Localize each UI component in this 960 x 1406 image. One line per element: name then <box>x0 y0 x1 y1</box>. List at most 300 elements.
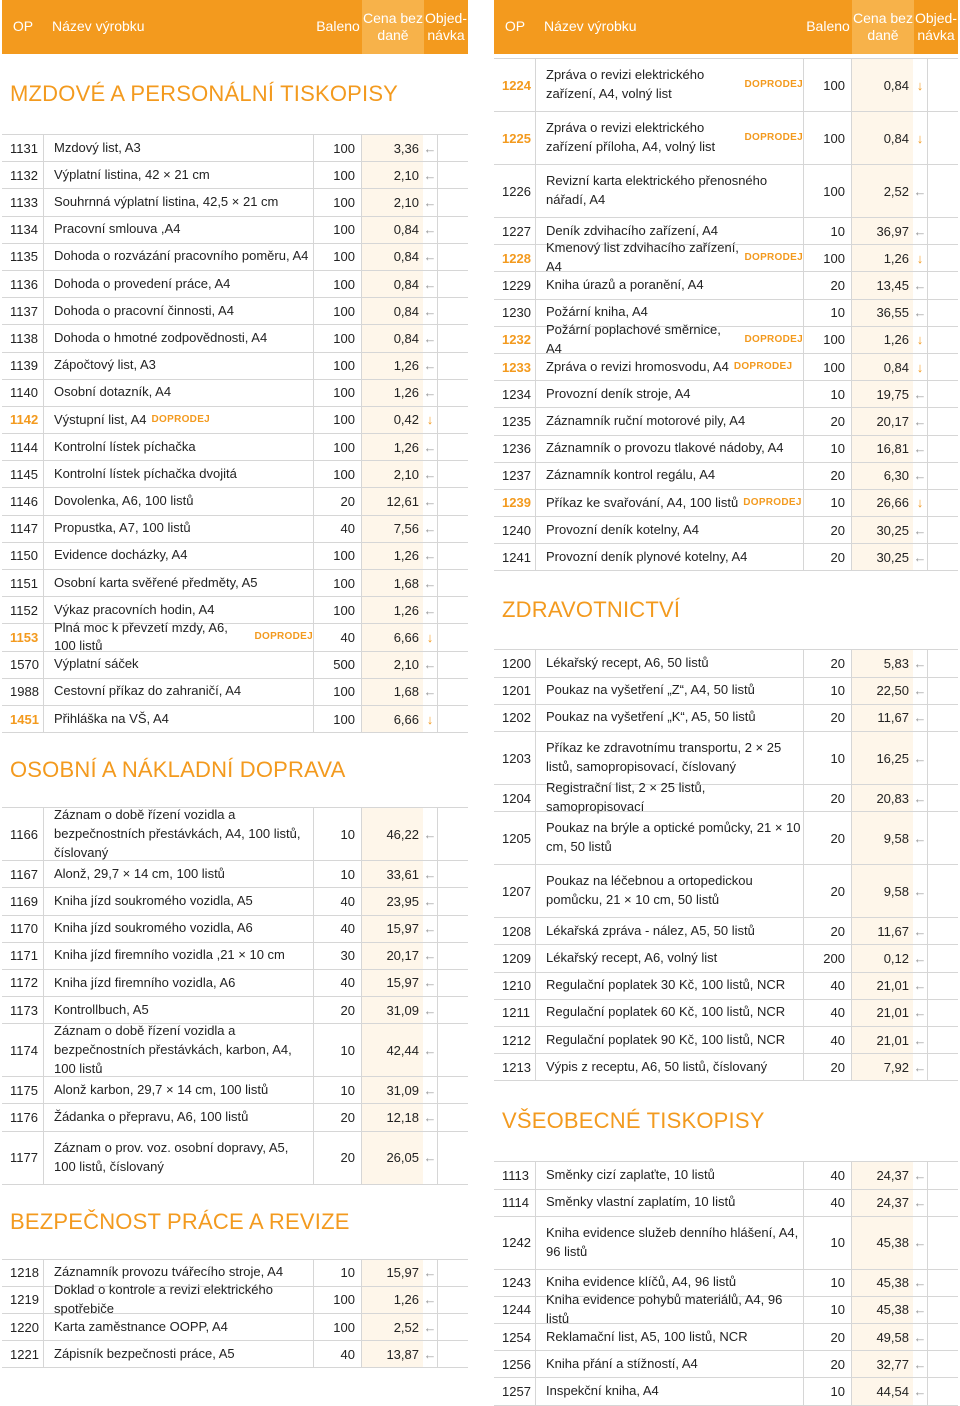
product-code: 1213 <box>494 1054 536 1080</box>
arrow-down-icon: ↓ <box>913 59 928 111</box>
order-cell[interactable] <box>438 570 468 596</box>
product-name-text: Poukaz na léčebnou a ortopedickou pomůcku, 21 × 10 cm, 50 listů <box>546 873 753 908</box>
table-row <box>2 1131 468 1185</box>
product-name-text: Výkaz pracovních hodin, A4 <box>54 601 215 617</box>
order-cell[interactable] <box>438 624 468 650</box>
order-cell[interactable] <box>928 1190 958 1216</box>
product-name-text: Karta zaměstnance OOPP, A4 <box>54 1318 228 1334</box>
order-cell[interactable] <box>928 218 958 244</box>
pack-size: 20 <box>313 1104 361 1130</box>
order-cell[interactable] <box>928 1270 958 1296</box>
order-cell[interactable] <box>438 298 468 324</box>
product-name <box>536 1324 803 1350</box>
order-cell[interactable] <box>928 272 958 298</box>
table-row <box>2 915 468 942</box>
arrow-down-icon: ↓ <box>913 490 928 516</box>
section <box>494 571 958 1081</box>
arrow-down-icon: ↓ <box>423 624 438 650</box>
order-cell[interactable] <box>438 1341 468 1367</box>
arrow-left-icon: ← <box>913 300 928 326</box>
product-name-text: Zpráva o revizi hromosvodu, A4 <box>546 358 729 374</box>
order-cell[interactable] <box>438 135 468 161</box>
price: 46,22 <box>361 808 423 860</box>
order-cell[interactable] <box>928 945 958 971</box>
order-cell[interactable] <box>928 165 958 217</box>
product-name-text: Zápočtový list, A3 <box>54 357 156 373</box>
order-cell[interactable] <box>438 189 468 215</box>
order-cell[interactable] <box>928 732 958 784</box>
pack-size: 40 <box>313 1341 361 1367</box>
product-code: 1174 <box>2 1024 44 1076</box>
product-name-text: Poukaz na vyšetření „Z“, A4, 50 listů <box>546 682 755 698</box>
price: 12,18 <box>361 1104 423 1130</box>
arrow-left-icon: ← <box>423 298 438 324</box>
product-code: 1145 <box>2 461 44 487</box>
table-row <box>494 972 958 999</box>
table-row <box>2 188 468 215</box>
table-row <box>494 1189 958 1216</box>
order-cell[interactable] <box>928 1351 958 1377</box>
table-row <box>2 487 468 514</box>
product-code: 1212 <box>494 1027 536 1053</box>
order-cell[interactable] <box>928 381 958 407</box>
order-cell[interactable] <box>438 244 468 270</box>
order-cell[interactable] <box>438 1132 468 1184</box>
price: 1,68 <box>361 679 423 705</box>
product-name-text: Zpráva o revizi elektrického zařízení příloha, A4, volný list <box>546 120 716 154</box>
product-code: 1151 <box>2 570 44 596</box>
arrow-left-icon: ← <box>913 945 928 971</box>
pack-size: 30 <box>313 943 361 969</box>
order-cell[interactable] <box>438 706 468 732</box>
product-name-text: Inspekční kniha, A4 <box>546 1383 659 1399</box>
order-cell[interactable] <box>928 490 958 516</box>
arrow-left-icon: ← <box>913 1270 928 1296</box>
product-code: 1176 <box>2 1104 44 1130</box>
table-row <box>494 704 958 731</box>
table-row <box>2 1340 468 1368</box>
product-code: 1232 <box>494 327 536 353</box>
product-name-text: Přihláška na VŠ, A4 <box>54 710 169 726</box>
pack-size: 100 <box>313 217 361 243</box>
order-cell[interactable] <box>438 1314 468 1340</box>
order-cell[interactable] <box>928 1000 958 1026</box>
order-cell[interactable] <box>438 217 468 243</box>
order-cell[interactable] <box>438 162 468 188</box>
product-name-text: Kniha jízd soukromého vozidla, A5 <box>54 892 253 908</box>
product-name <box>536 517 803 543</box>
pack-size: 100 <box>803 245 851 271</box>
product-name-text: Kniha přání a stížností, A4 <box>546 1355 698 1371</box>
arrow-left-icon: ← <box>913 812 928 864</box>
product-name <box>536 1190 803 1216</box>
pack-size: 40 <box>313 624 361 650</box>
pack-size: 20 <box>803 918 851 944</box>
product-name <box>536 59 803 111</box>
product-code: 1244 <box>494 1297 536 1323</box>
order-cell[interactable] <box>438 353 468 379</box>
order-cell[interactable] <box>928 1324 958 1350</box>
price: 31,09 <box>361 1077 423 1103</box>
arrow-left-icon: ← <box>913 650 928 676</box>
doprodej-tag: DOPRODEJ <box>151 413 211 425</box>
pack-size: 100 <box>313 325 361 351</box>
pack-size: 10 <box>313 1024 361 1076</box>
product-code: 1225 <box>494 112 536 164</box>
product-code: 1167 <box>2 861 44 887</box>
table-row <box>494 407 958 434</box>
product-name <box>536 354 803 380</box>
product-code: 1227 <box>494 218 536 244</box>
arrow-left-icon: ← <box>913 1378 928 1404</box>
order-cell[interactable] <box>438 997 468 1023</box>
product-code: 1172 <box>2 970 44 996</box>
arrow-left-icon: ← <box>423 461 438 487</box>
table-row <box>2 860 468 887</box>
price: 16,25 <box>851 732 913 784</box>
product-name <box>536 1000 803 1026</box>
product-name-text: Kmenový list zdvihacího zařízení, A4 <box>546 240 739 275</box>
product-name <box>44 1282 313 1316</box>
pack-size: 100 <box>803 59 851 111</box>
order-cell[interactable] <box>928 544 958 570</box>
order-cell[interactable] <box>438 380 468 406</box>
pack-size: 10 <box>803 1217 851 1269</box>
price: 45,38 <box>851 1270 913 1296</box>
header-price: Cena bez daně <box>852 0 914 54</box>
product-name <box>536 408 803 434</box>
order-cell[interactable] <box>438 1077 468 1103</box>
table-row <box>2 807 468 860</box>
order-cell[interactable] <box>438 407 468 433</box>
order-cell[interactable] <box>928 705 958 731</box>
product-code: 1146 <box>2 488 44 514</box>
product-name-text: Dohoda o provedení práce, A4 <box>54 275 231 291</box>
pack-size: 20 <box>803 408 851 434</box>
product-code: 1219 <box>2 1287 44 1313</box>
order-cell[interactable] <box>438 461 468 487</box>
order-cell[interactable] <box>928 517 958 543</box>
table-row <box>2 243 468 270</box>
product-name <box>536 381 803 407</box>
order-cell[interactable] <box>928 865 958 917</box>
product-name-text: Výpis z receptu, A6, 50 listů, číslovaný <box>546 1058 768 1074</box>
product-code: 1207 <box>494 865 536 917</box>
order-cell[interactable] <box>928 1054 958 1080</box>
table-row <box>494 1350 958 1377</box>
order-cell[interactable] <box>928 408 958 434</box>
product-code: 1204 <box>494 785 536 811</box>
price: 15,97 <box>361 916 423 942</box>
product-name <box>44 888 313 914</box>
product-name <box>536 272 803 298</box>
product-name-text: Směnky vlastní zaplatím, 10 listů <box>546 1194 736 1210</box>
table-row <box>494 1053 958 1081</box>
order-cell[interactable] <box>928 1217 958 1269</box>
table-row <box>494 731 958 784</box>
order-cell[interactable] <box>928 1378 958 1404</box>
order-cell[interactable] <box>438 808 468 860</box>
pack-size: 100 <box>313 543 361 569</box>
order-cell[interactable] <box>928 918 958 944</box>
section <box>494 1081 958 1405</box>
header-order: Objed-návka <box>914 9 958 43</box>
product-name-text: Dohoda o pracovní činnosti, A4 <box>54 302 234 318</box>
order-cell[interactable] <box>928 354 958 380</box>
product-code: 1170 <box>2 916 44 942</box>
product-name <box>44 162 313 188</box>
order-cell[interactable] <box>438 543 468 569</box>
product-code: 1177 <box>2 1132 44 1184</box>
product-name <box>44 189 313 215</box>
order-cell[interactable] <box>928 112 958 164</box>
pack-size: 10 <box>313 808 361 860</box>
pack-size: 10 <box>803 1270 851 1296</box>
section <box>2 54 468 733</box>
arrow-left-icon: ← <box>913 705 928 731</box>
product-name-text: Příkaz ke svařování, A4, 100 listů <box>546 494 739 510</box>
arrow-left-icon: ← <box>423 570 438 596</box>
arrow-left-icon: ← <box>423 434 438 460</box>
product-name-text: Kontrollbuch, A5 <box>54 1001 149 1017</box>
order-cell[interactable] <box>438 943 468 969</box>
order-cell[interactable] <box>438 970 468 996</box>
arrow-left-icon: ← <box>913 1351 928 1377</box>
product-name-text: Evidence docházky, A4 <box>54 547 188 563</box>
product-name-text: Dovolenka, A6, 100 listů <box>54 493 194 509</box>
doprodej-tag: DOPRODEJ <box>744 333 803 345</box>
order-cell[interactable] <box>928 973 958 999</box>
order-cell[interactable] <box>438 488 468 514</box>
order-cell[interactable] <box>438 861 468 887</box>
price: 24,37 <box>851 1162 913 1188</box>
pack-size: 40 <box>313 970 361 996</box>
price: 0,84 <box>851 112 913 164</box>
product-code: 1233 <box>494 354 536 380</box>
pack-size: 20 <box>803 785 851 811</box>
order-cell[interactable] <box>928 1297 958 1323</box>
table-row <box>2 324 468 351</box>
order-cell[interactable] <box>928 812 958 864</box>
pack-size: 40 <box>803 973 851 999</box>
order-cell[interactable] <box>928 785 958 811</box>
right-sections <box>494 58 958 1406</box>
order-cell[interactable] <box>438 1260 468 1286</box>
product-code: 1147 <box>2 516 44 542</box>
pack-size: 100 <box>313 298 361 324</box>
arrow-left-icon: ← <box>423 1314 438 1340</box>
order-cell[interactable] <box>438 1104 468 1130</box>
section-title: BEZPEČNOST PRÁCE A REVIZE <box>10 1208 350 1234</box>
order-cell[interactable] <box>438 916 468 942</box>
price: 0,84 <box>851 59 913 111</box>
order-cell[interactable] <box>928 1162 958 1188</box>
price: 26,05 <box>361 1132 423 1184</box>
table-row <box>494 462 958 489</box>
product-name-text: Zpráva o revizi elektrického zařízení, A4, volný list <box>546 67 705 101</box>
product-name <box>44 970 313 996</box>
arrow-left-icon: ← <box>913 678 928 704</box>
order-cell[interactable] <box>928 678 958 704</box>
arrow-left-icon: ← <box>913 1027 928 1053</box>
price: 7,92 <box>851 1054 913 1080</box>
product-name-text: Mzdový list, A3 <box>54 139 141 155</box>
table-row <box>2 134 468 161</box>
table-header <box>2 0 468 54</box>
order-cell[interactable] <box>438 597 468 623</box>
product-code: 1237 <box>494 463 536 489</box>
product-name <box>536 1217 803 1269</box>
pack-size: 100 <box>803 327 851 353</box>
product-name-text: Deník zdvihacího zařízení, A4 <box>546 222 718 238</box>
product-name-text: Poukaz na vyšetření „K“, A5, 50 listů <box>546 709 756 725</box>
table-header <box>494 0 958 54</box>
arrow-left-icon: ← <box>423 244 438 270</box>
header-name: Název výrobku <box>52 18 145 35</box>
price: 0,12 <box>851 945 913 971</box>
doprodej-tag: DOPRODEJ <box>744 131 803 143</box>
pack-size: 40 <box>803 1162 851 1188</box>
product-name <box>44 652 313 678</box>
pack-size: 10 <box>313 861 361 887</box>
product-name <box>44 808 313 860</box>
table-row <box>494 58 958 111</box>
arrow-left-icon: ← <box>423 217 438 243</box>
pack-size: 40 <box>313 516 361 542</box>
price: 2,10 <box>361 461 423 487</box>
product-code: 1114 <box>494 1190 536 1216</box>
product-code: 1132 <box>2 162 44 188</box>
price: 49,58 <box>851 1324 913 1350</box>
product-code: 1570 <box>2 652 44 678</box>
pack-size: 20 <box>803 272 851 298</box>
table-row <box>2 297 468 324</box>
arrow-left-icon: ← <box>913 1217 928 1269</box>
order-cell[interactable] <box>928 245 958 271</box>
product-name <box>44 706 313 732</box>
product-name <box>536 865 803 917</box>
arrow-left-icon: ← <box>913 1000 928 1026</box>
product-code: 1239 <box>494 490 536 516</box>
table-row <box>2 1076 468 1103</box>
price: 42,44 <box>361 1024 423 1076</box>
product-code: 1242 <box>494 1217 536 1269</box>
table-row <box>494 543 958 571</box>
table-row <box>494 864 958 917</box>
product-name-text: Záznam o prov. voz. osobní dopravy, A5, 100 listů, číslovaný <box>54 1139 289 1174</box>
table-row <box>2 406 468 433</box>
product-name <box>536 1027 803 1053</box>
pack-size: 100 <box>313 244 361 270</box>
arrow-left-icon: ← <box>913 165 928 217</box>
pack-size: 20 <box>313 488 361 514</box>
price: 45,38 <box>851 1217 913 1269</box>
arrow-left-icon: ← <box>913 865 928 917</box>
pack-size: 20 <box>803 650 851 676</box>
section <box>2 1185 468 1369</box>
order-cell[interactable] <box>928 327 958 353</box>
product-code: 1221 <box>2 1341 44 1367</box>
product-name-text: Provozní deník plynové kotelny, A4 <box>546 548 748 564</box>
product-code: 1235 <box>494 408 536 434</box>
order-cell[interactable] <box>438 271 468 297</box>
order-cell[interactable] <box>928 1027 958 1053</box>
order-cell[interactable] <box>928 650 958 676</box>
order-cell[interactable] <box>928 300 958 326</box>
order-cell[interactable] <box>438 325 468 351</box>
price: 31,09 <box>361 997 423 1023</box>
product-code: 1137 <box>2 298 44 324</box>
price: 21,01 <box>851 1000 913 1026</box>
product-name-text: Lékařská zpráva - nález, A5, 50 listů <box>546 922 755 938</box>
product-name <box>536 650 803 676</box>
pack-size: 100 <box>803 165 851 217</box>
product-name-text: Dohoda o rozvázání pracovního poměru, A4 <box>54 248 309 264</box>
product-name <box>44 298 313 324</box>
pack-size: 100 <box>313 597 361 623</box>
pack-size: 20 <box>803 544 851 570</box>
product-name-text: Lékařský recept, A6, 50 listů <box>546 655 709 671</box>
pack-size: 10 <box>803 300 851 326</box>
product-name <box>536 1054 803 1080</box>
product-name-text: Kniha evidence pohybů materiálů, A4, 96 listů <box>546 1292 783 1326</box>
order-cell[interactable] <box>438 679 468 705</box>
table-row <box>494 240 958 275</box>
price: 13,87 <box>361 1341 423 1367</box>
price: 1,26 <box>361 380 423 406</box>
product-code: 1131 <box>2 135 44 161</box>
product-code: 1175 <box>2 1077 44 1103</box>
section-title: OSOBNÍ A NÁKLADNÍ DOPRAVA <box>10 757 346 783</box>
product-code: 1142 <box>2 407 44 433</box>
section-title: MZDOVÉ A PERSONÁLNÍ TISKOPISY <box>10 81 399 106</box>
product-name <box>44 353 313 379</box>
table-row <box>2 619 468 654</box>
table-row <box>494 516 958 543</box>
order-cell[interactable] <box>438 516 468 542</box>
order-cell[interactable] <box>928 463 958 489</box>
price: 26,66 <box>851 490 913 516</box>
pack-size: 100 <box>313 434 361 460</box>
product-name <box>44 217 313 243</box>
pack-size: 40 <box>313 888 361 914</box>
arrow-left-icon: ← <box>423 652 438 678</box>
arrow-left-icon: ← <box>913 1054 928 1080</box>
pack-size: 20 <box>803 705 851 731</box>
order-cell[interactable] <box>438 1024 468 1076</box>
section <box>494 58 958 571</box>
arrow-left-icon: ← <box>423 271 438 297</box>
product-name <box>44 1314 313 1340</box>
product-name <box>536 165 803 217</box>
product-name <box>536 436 803 462</box>
arrow-left-icon: ← <box>423 516 438 542</box>
product-name-text: Osobní dotazník, A4 <box>54 384 172 400</box>
product-name <box>536 973 803 999</box>
order-cell[interactable] <box>438 1287 468 1313</box>
order-cell[interactable] <box>438 888 468 914</box>
pack-size: 10 <box>803 678 851 704</box>
order-cell[interactable] <box>438 652 468 678</box>
order-cell[interactable] <box>438 434 468 460</box>
price: 13,45 <box>851 272 913 298</box>
order-cell[interactable] <box>928 59 958 111</box>
table-row <box>2 460 468 487</box>
order-cell[interactable] <box>928 436 958 462</box>
table-row <box>2 1282 468 1316</box>
product-name-text: Záznam o době řízení vozidla a bezpečnostních přestávkách, karbon, A4, 100 listů <box>54 1022 292 1076</box>
price: 0,84 <box>361 325 423 351</box>
